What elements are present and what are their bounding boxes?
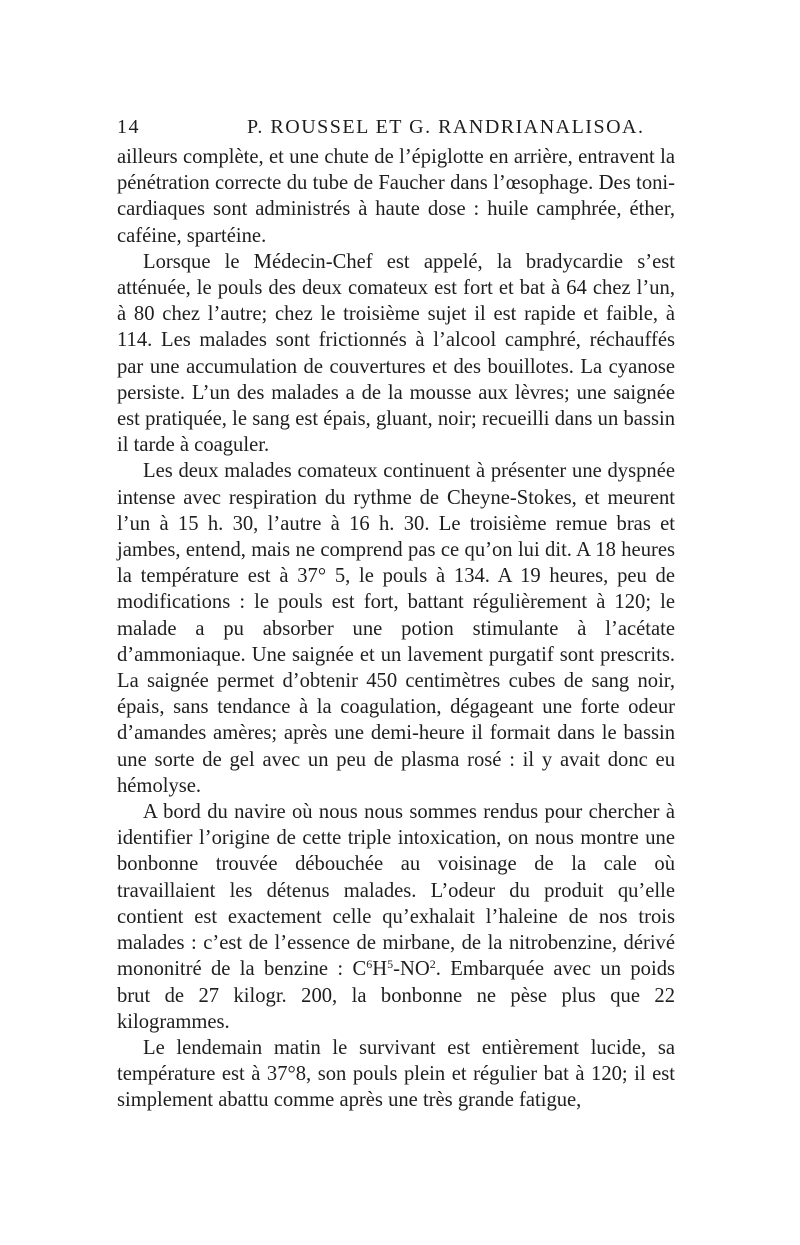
formula-no: -NO [393,958,430,981]
paragraph-1: ailleurs complète, et une chute de l’épiglotte en arrière, entravent la pénétration correcte du tube de Faucher dans l’œsophage. Des toni-cardiaques sont administrés à haute dose : huile camphrée, éther, caféine, spartéine. [117,146,675,247]
paragraph-4 [117,799,675,1035]
formula-superscript-6: 6 [366,957,373,972]
paragraph-5: Le lendemain matin le survivant est entièrement lucide, sa température est à 37°8, son pouls plein et régulier bat à 120; il est simplement abattu comme après une très grande fatigue, [117,1036,675,1112]
running-title: P. ROUSSEL ET G. RANDRIANALISOA. [247,116,645,138]
formula-h: H [372,958,388,981]
formula-superscript-5: 5 [387,957,394,972]
book-page [117,110,675,1114]
paragraph-3: Les deux malades comateux continuent à présenter une dyspnée intense avec respiration du rythme de Cheyne-Stokes, et meurent l’un à 15 h. 30, l’autre à 16 h. 30. Le troisième remue bras et jambes, entend, mais ne comprend pas ce qu’on lui dit. A 18 heures la température est à 37° 5, le pouls à 134. A 19 heures, peu de modifications : le pouls est fort, battant régulièrement à 120; le malade a pu absorber une potion stimulante à l’acétate d’ammoniaque. Une saignée et un lavement purgatif sont prescrits. La saignée permet d’obtenir 450 centimètres cubes de sang noir, épais, sans tendance à la coagulation, dégageant une forte odeur d’amandes amères; après une demi-heure il formait dans le bassin une sorte de gel avec un peu de plasma rosé : il y avait donc eu hémolyse. [117,460,675,797]
paragraph-4-text-b: . Embarquée avec un poids brut de 27 kilogr. 200, la bonbonne ne pèse plus que 22 kilogrammes. [117,958,676,1033]
page-number: 14 [117,116,140,138]
paragraph-4-text-a: A bord du navire où nous nous sommes rendus pour chercher à identifier l’origine de cette triple intoxication, on nous montre une bonbonne trouvée débouchée au voisinage de la cale où travaillaient les détenus malades. L’odeur du produit qu’elle contient est exactement celle qu’exhalait l’haleine de nos trois malades : c’est de l’essence de mirbane, de la nitrobenzine, dérivé mononitré de la benzine : C [117,801,675,981]
body-text [117,144,675,1114]
paragraph-2: Lorsque le Médecin-Chef est appelé, la bradycardie s’est atténuée, le pouls des deux comateux est fort et bat à 64 chez l’un, à 80 chez l’autre; chez le troisième sujet il est rapide et faible, à 114. Les malades sont frictionnés à l’alcool camphré, réchauffés par une accumulation de couvertures et des bouillotes. La cyanose persiste. L’un des malades a de la mousse aux lèvres; une saignée est pratiquée, le sang est épais, gluant, noir; recueilli dans un bassin il tarde à coaguler. [117,250,675,457]
formula-superscript-2: 2 [429,957,436,972]
running-head [117,110,675,144]
